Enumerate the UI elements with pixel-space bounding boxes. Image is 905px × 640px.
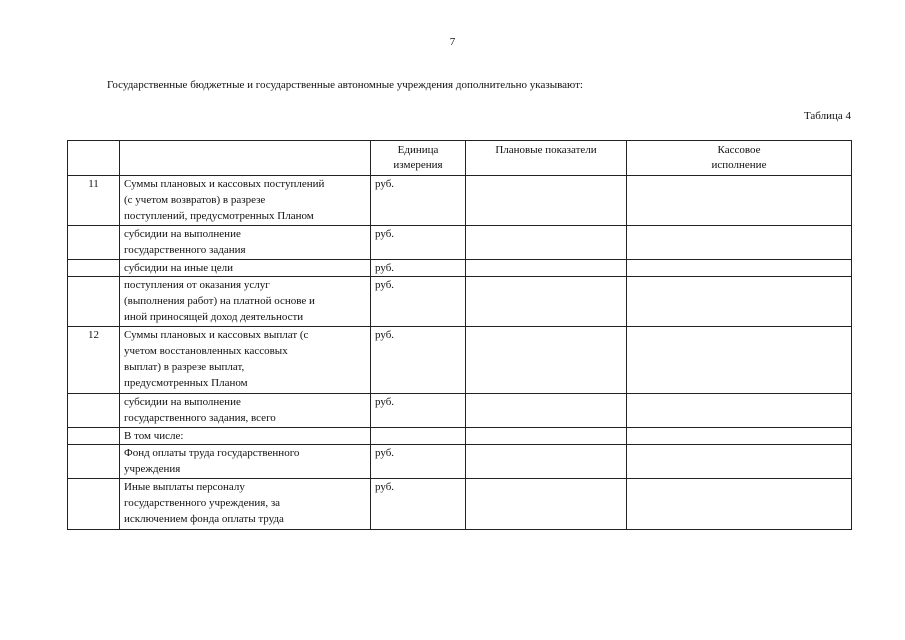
table-row: [68, 445, 852, 479]
row-plan: [466, 428, 627, 445]
row-name: поступления от оказания услуг (выполнения работ) на платной основе и иной приносящей доход деятельности: [120, 277, 371, 327]
row-plan: [466, 226, 627, 260]
row-name: Суммы плановых и кассовых поступлений (с учетом возвратов) в разрезе поступлений, предусмотренных Планом: [120, 176, 371, 226]
table-row: [68, 479, 852, 530]
table-row: [68, 394, 852, 428]
row-plan: [466, 327, 627, 394]
row-number: 12: [68, 327, 120, 394]
table-row: [68, 428, 852, 445]
row-cash: [627, 176, 852, 226]
row-plan: [466, 394, 627, 428]
row-unit: руб.: [371, 260, 466, 277]
table-row: [68, 327, 852, 394]
row-number: [68, 226, 120, 260]
row-unit: [371, 428, 466, 445]
header-cash-line2: исполнение: [711, 159, 767, 171]
row-cash: [627, 277, 852, 327]
header-cash-line1: Кассовое: [717, 144, 761, 156]
row-plan: [466, 260, 627, 277]
table-header-row: [68, 141, 852, 176]
header-name: [120, 141, 371, 176]
row-name: Фонд оплаты труда государственного учреждения: [120, 445, 371, 479]
header-cash: [627, 141, 852, 176]
row-unit: руб.: [371, 277, 466, 327]
row-number: [68, 479, 120, 530]
row-plan: [466, 445, 627, 479]
row-plan: [466, 277, 627, 327]
row-number: [68, 260, 120, 277]
header-unit-line2: измерения: [393, 159, 443, 171]
header-number: [68, 141, 120, 176]
report-table: [67, 140, 852, 530]
row-unit: руб.: [371, 445, 466, 479]
row-unit: руб.: [371, 479, 466, 530]
header-unit: [371, 141, 466, 176]
table-row: [68, 226, 852, 260]
row-cash: [627, 445, 852, 479]
row-name: субсидии на выполнение государственного задания: [120, 226, 371, 260]
header-unit-line1: Единица: [397, 144, 439, 156]
row-cash: [627, 394, 852, 428]
row-unit: руб.: [371, 226, 466, 260]
row-name: Иные выплаты персоналу государственного учреждения, за исключением фонда оплаты труда: [120, 479, 371, 530]
table-label: Таблица 4: [803, 110, 851, 122]
row-number: [68, 428, 120, 445]
row-name: Суммы плановых и кассовых выплат (с учетом восстановленных кассовых выплат) в разрезе выплат, предусмотренных Планом: [120, 327, 371, 394]
row-cash: [627, 327, 852, 394]
row-plan: [466, 479, 627, 530]
row-cash: [627, 428, 852, 445]
table-row: [68, 260, 852, 277]
row-number: [68, 445, 120, 479]
row-number: 11: [68, 176, 120, 226]
intro-text: Государственные бюджетные и государственные автономные учреждения дополнительно указывают:: [107, 79, 583, 91]
row-number: [68, 277, 120, 327]
row-name: субсидии на иные цели: [120, 260, 371, 277]
row-unit: руб.: [371, 327, 466, 394]
row-unit: руб.: [371, 176, 466, 226]
row-name: В том числе:: [120, 428, 371, 445]
row-name: субсидии на выполнение государственного задания, всего: [120, 394, 371, 428]
row-unit: руб.: [371, 394, 466, 428]
header-plan: Плановые показатели: [466, 141, 627, 176]
row-number: [68, 394, 120, 428]
row-cash: [627, 479, 852, 530]
table-row: [68, 277, 852, 327]
row-cash: [627, 226, 852, 260]
table-row: [68, 176, 852, 226]
row-cash: [627, 260, 852, 277]
page-number: 7: [449, 36, 456, 48]
row-plan: [466, 176, 627, 226]
